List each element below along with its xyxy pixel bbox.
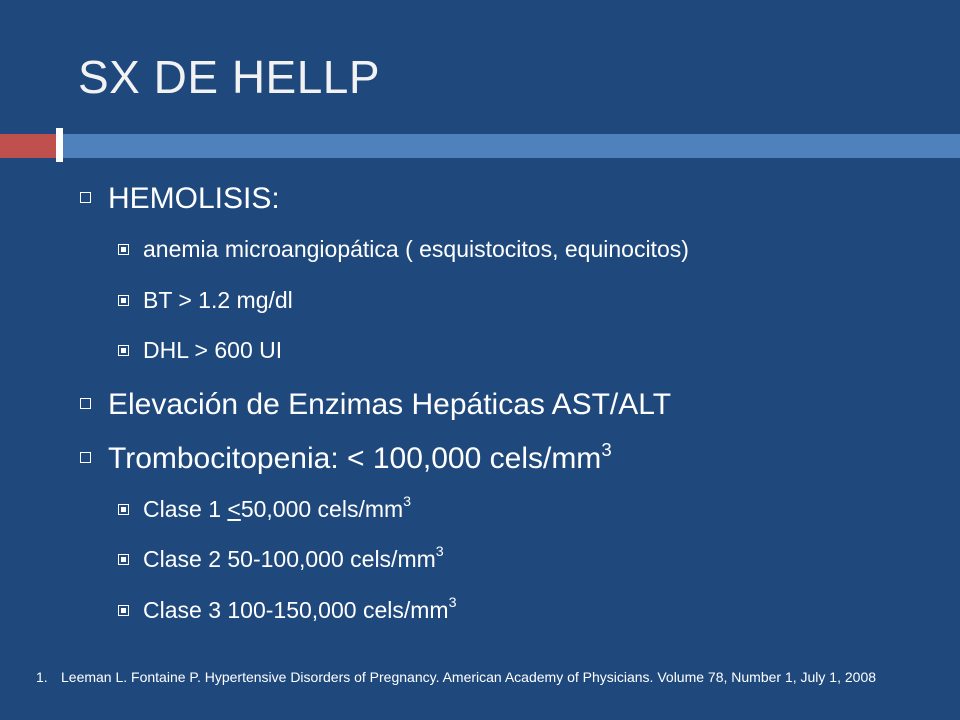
sub-bullet-text [143, 543, 444, 573]
filled-square-bullet-icon [118, 605, 129, 616]
sub-bullet-text: anemia microangiopática ( esquistocitos, equinocitos) [143, 236, 689, 262]
footnote-number: 1. [36, 669, 48, 685]
footnote-reference [36, 668, 936, 687]
superscript: 3 [435, 543, 444, 560]
filled-square-bullet-icon [118, 244, 129, 255]
sub-bullet-text: DHL > 600 UI [143, 337, 283, 363]
sub-bullet-text-main: 50,000 cels/mm [240, 496, 404, 522]
bullet-text: Elevación de Enzimas Hepáticas AST/ALT [108, 388, 672, 421]
filled-square-bullet-icon [118, 345, 129, 356]
sub-bullet-text-main: Clase 2 50-100,000 cels/mm [143, 546, 436, 572]
slide-title: SX DE HELLP [78, 51, 381, 103]
hollow-square-bullet-icon [80, 452, 91, 463]
hollow-square-bullet-icon [80, 398, 91, 409]
filled-square-bullet-icon [118, 554, 129, 565]
sub-bullet-text: BT > 1.2 mg/dl [143, 287, 293, 313]
bullet-text: HEMOLISIS: [108, 182, 280, 215]
sub-bullet-text-main: Clase 3 100-150,000 cels/mm [143, 597, 449, 623]
sub-bullet-text [143, 493, 412, 523]
footnote-text: Leeman L. Fontaine P. Hypertensive Disorders of Pregnancy. American Academy of Physicians. Volume 78, Number 1, July 1, 2008 [61, 669, 877, 685]
hollow-square-bullet-icon [80, 192, 91, 203]
sub-bullet-text [143, 594, 457, 624]
filled-square-bullet-icon [118, 504, 129, 515]
sub-bullet-prefix: Clase 1 [143, 496, 228, 522]
superscript: 3 [601, 439, 612, 461]
superscript: 3 [448, 594, 457, 611]
less-or-equal-symbol: < [227, 496, 241, 522]
superscript: 3 [403, 493, 412, 510]
filled-square-bullet-icon [118, 295, 129, 306]
bullet-text-main: Trombocitopenia: < 100,000 cels/mm [108, 442, 602, 475]
bullet-text [108, 439, 612, 476]
